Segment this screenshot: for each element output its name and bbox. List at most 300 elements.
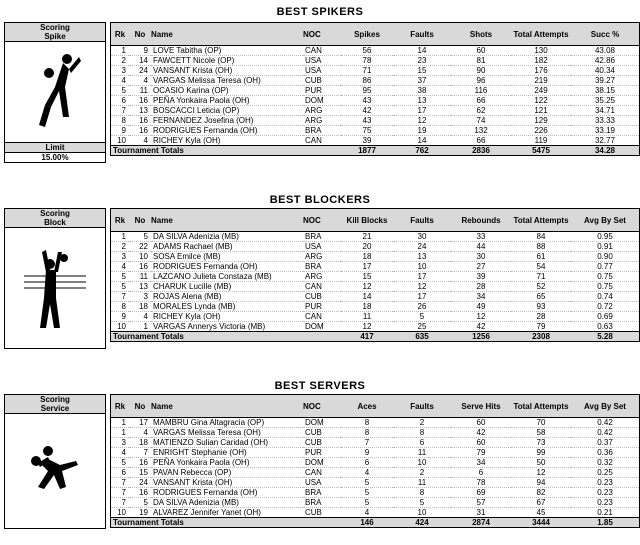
table-cell: 32.77	[571, 136, 640, 146]
table-cell: 12	[393, 116, 451, 126]
totals-value: 762	[393, 146, 451, 156]
table-cell: CAN	[303, 312, 341, 322]
table-cell: 5	[111, 282, 130, 292]
table-cell: 44	[451, 242, 511, 252]
table-cell: FAWCETT Nicole (OP)	[151, 56, 303, 66]
table-cell: RICHEY Kyla (OH)	[151, 312, 303, 322]
table-cell: 10	[393, 458, 451, 468]
table-cell: DA SILVA Adenizia (MB)	[151, 232, 303, 242]
header-total-attempts: Total Attempts	[511, 395, 571, 418]
table-cell: 71	[511, 272, 571, 282]
table-cell: RODRIGUES Fernanda (OH)	[151, 262, 303, 272]
header-faults: Faults	[393, 23, 451, 46]
table-cell: 38.15	[571, 86, 640, 96]
blockers-side-panel	[4, 208, 106, 349]
table-cell: 86	[341, 76, 393, 86]
table-cell: 6	[341, 458, 393, 468]
table-cell: CUB	[303, 292, 341, 302]
blockers-title: BEST BLOCKERS	[269, 194, 371, 206]
table-cell: 66	[451, 96, 511, 106]
table-cell: 17	[393, 292, 451, 302]
table-cell: 43	[341, 116, 393, 126]
table-row	[111, 428, 640, 438]
table-cell: 14	[129, 56, 151, 66]
table-row	[111, 252, 640, 262]
totals-value: 417	[341, 332, 393, 342]
header-aces: Aces	[341, 395, 393, 418]
table-cell: 28	[451, 282, 511, 292]
totals-value: 146	[341, 518, 393, 528]
table-cell: 3	[111, 252, 130, 262]
table-cell: 1	[129, 322, 151, 332]
table-cell: CAN	[303, 282, 341, 292]
table-cell: 33.19	[571, 126, 640, 136]
header-rk: Rk	[111, 23, 130, 46]
table-cell: 56	[341, 46, 393, 56]
table-cell: 16	[129, 96, 151, 106]
table-cell: 73	[511, 438, 571, 448]
spikers-title: BEST SPIKERS	[276, 6, 364, 18]
table-cell: 4	[111, 448, 130, 458]
table-cell: 96	[451, 76, 511, 86]
table-cell: ROJAS Alena (MB)	[151, 292, 303, 302]
table-row	[111, 232, 640, 242]
totals-value: 424	[393, 518, 451, 528]
table-cell: 18	[341, 252, 393, 262]
header-faults: Faults	[393, 395, 451, 418]
table-cell: 12	[341, 322, 393, 332]
totals-label: Tournament Totals	[111, 518, 342, 528]
table-cell: 62	[451, 106, 511, 116]
table-cell: 1	[111, 418, 130, 428]
table-cell: 34.71	[571, 106, 640, 116]
table-row	[111, 116, 640, 126]
table-cell: 8	[393, 488, 451, 498]
table-cell: 28	[511, 312, 571, 322]
totals-value: 5.28	[571, 332, 640, 342]
table-cell: 12	[511, 468, 571, 478]
table-cell: 11	[341, 312, 393, 322]
table-cell: 4	[341, 508, 393, 518]
table-cell: 5	[341, 488, 393, 498]
table-cell: 60	[451, 418, 511, 428]
table-cell: 61	[511, 252, 571, 262]
table-row	[111, 282, 640, 292]
header-total-attempts: Total Attempts	[511, 209, 571, 232]
table-row	[111, 478, 640, 488]
table-cell: 13	[393, 96, 451, 106]
header-rk: Rk	[111, 209, 130, 232]
table-cell: 0.25	[571, 468, 640, 478]
table-cell: 82	[511, 488, 571, 498]
table-cell: USA	[303, 478, 341, 488]
table-cell: CAN	[303, 46, 341, 56]
table-cell: VANSANT Krista (OH)	[151, 66, 303, 76]
table-cell: CUB	[303, 428, 341, 438]
table-cell: USA	[303, 242, 341, 252]
table-cell: 5	[393, 312, 451, 322]
table-cell: BRA	[303, 498, 341, 508]
table-cell: 16	[129, 458, 151, 468]
header-no: No	[129, 395, 151, 418]
table-cell: MATIENZO Sulian Caridad (OH)	[151, 438, 303, 448]
table-cell: 2	[393, 418, 451, 428]
table-cell: DA SILVA Adenizia (MB)	[151, 498, 303, 508]
table-cell: LOVE Tabitha (OP)	[151, 46, 303, 56]
table-cell: 90	[451, 66, 511, 76]
table-cell: 21	[341, 232, 393, 242]
table-cell: 42	[451, 322, 511, 332]
table-cell: 0.23	[571, 498, 640, 508]
table-cell: ALVAREZ Jennifer Yanet (OH)	[151, 508, 303, 518]
table-cell: 33.33	[571, 116, 640, 126]
table-cell: 17	[129, 418, 151, 428]
table-cell: 43.08	[571, 46, 640, 56]
table-cell: 0.23	[571, 488, 640, 498]
totals-label: Tournament Totals	[111, 332, 342, 342]
volleyball-block-icon	[5, 228, 106, 349]
table-cell: VANSANT Krista (OH)	[151, 478, 303, 488]
table-cell: 130	[511, 46, 571, 56]
table-cell: 39	[341, 136, 393, 146]
table-cell: 116	[451, 86, 511, 96]
table-cell: 93	[511, 302, 571, 312]
table-cell: 13	[129, 106, 151, 116]
totals-value: 5475	[511, 146, 571, 156]
table-row	[111, 262, 640, 272]
table-cell: RODRIGUES Fernanda (OH)	[151, 126, 303, 136]
table-cell: 0.63	[571, 322, 640, 332]
table-cell: BRA	[303, 232, 341, 242]
table-cell: USA	[303, 56, 341, 66]
header-name: Name	[151, 23, 303, 46]
table-cell: 12	[341, 282, 393, 292]
table-cell: 5	[129, 498, 151, 508]
table-cell: 0.32	[571, 458, 640, 468]
limit-value: 15.00%	[41, 153, 69, 162]
table-cell: 0.77	[571, 262, 640, 272]
table-cell: 121	[511, 106, 571, 116]
header-rebounds: Rebounds	[451, 209, 511, 232]
table-cell: 78	[451, 478, 511, 488]
table-cell: 78	[341, 56, 393, 66]
table-cell: 0.42	[571, 418, 640, 428]
blockers-table	[110, 208, 640, 342]
table-cell: VARGAS Annerys Victoria (MB)	[151, 322, 303, 332]
table-cell: 99	[511, 448, 571, 458]
table-cell: 4	[129, 136, 151, 146]
table-row	[111, 106, 640, 116]
table-cell: CUB	[303, 508, 341, 518]
table-cell: 8	[393, 428, 451, 438]
table-cell: 5	[129, 232, 151, 242]
table-cell: 7	[111, 478, 130, 488]
table-cell: 50	[511, 458, 571, 468]
table-cell: 65	[511, 292, 571, 302]
table-row	[111, 46, 640, 56]
table-cell: DOM	[303, 322, 341, 332]
table-cell: RICHEY Kyla (OH)	[151, 136, 303, 146]
table-cell: 0.75	[571, 272, 640, 282]
table-cell: 69	[451, 488, 511, 498]
limit-label: Limit	[5, 143, 106, 153]
table-row	[111, 66, 640, 76]
table-cell: PUR	[303, 86, 341, 96]
table-row	[111, 458, 640, 468]
header-name: Name	[151, 209, 303, 232]
table-cell: 17	[393, 106, 451, 116]
table-cell: PUR	[303, 448, 341, 458]
table-cell: PEÑA Yonkaira Paola (OH)	[151, 96, 303, 106]
table-cell: 17	[393, 272, 451, 282]
table-cell: 57	[451, 498, 511, 508]
table-cell: 40.34	[571, 66, 640, 76]
table-cell: 0.74	[571, 292, 640, 302]
totals-row	[111, 518, 640, 528]
table-cell: 37	[393, 76, 451, 86]
table-cell: 8	[111, 116, 130, 126]
table-cell: 22	[129, 242, 151, 252]
table-cell: 16	[129, 126, 151, 136]
table-cell: 0.72	[571, 302, 640, 312]
header-no: No	[129, 23, 151, 46]
table-cell: 5	[111, 86, 130, 96]
table-cell: 4	[129, 76, 151, 86]
servers-title: BEST SERVERS	[274, 380, 366, 392]
table-cell: 81	[451, 56, 511, 66]
table-cell: 58	[511, 428, 571, 438]
table-cell: 4	[111, 76, 130, 86]
table-cell: 24	[129, 66, 151, 76]
table-cell: ENRIGHT Stephanie (OH)	[151, 448, 303, 458]
table-cell: 31	[451, 508, 511, 518]
table-cell: 19	[393, 126, 451, 136]
totals-value: 1877	[341, 146, 393, 156]
table-cell: 5	[393, 498, 451, 508]
table-cell: 15	[129, 468, 151, 478]
table-cell: 119	[511, 136, 571, 146]
table-cell: 249	[511, 86, 571, 96]
table-row	[111, 508, 640, 518]
table-cell: MAMBRU Gina Altagracia (OP)	[151, 418, 303, 428]
table-cell: ARG	[303, 272, 341, 282]
table-cell: CUB	[303, 438, 341, 448]
table-cell: 24	[129, 478, 151, 488]
table-cell: 94	[511, 478, 571, 488]
table-cell: USA	[303, 66, 341, 76]
table-cell: 11	[129, 272, 151, 282]
table-row	[111, 498, 640, 508]
table-row	[111, 96, 640, 106]
table-cell: PEÑA Yonkaira Paola (OH)	[151, 458, 303, 468]
side-label-type: Service	[40, 404, 70, 413]
table-row	[111, 272, 640, 282]
volleyball-serve-icon	[5, 414, 106, 529]
table-row	[111, 322, 640, 332]
table-cell: ARG	[303, 252, 341, 262]
table-cell: 8	[341, 418, 393, 428]
table-cell: 60	[451, 438, 511, 448]
table-cell: 6	[451, 468, 511, 478]
totals-row	[111, 146, 640, 156]
table-cell: 75	[341, 126, 393, 136]
side-label-scoring: Scoring	[40, 395, 70, 404]
table-row	[111, 292, 640, 302]
table-cell: 70	[511, 418, 571, 428]
table-cell: ARG	[303, 106, 341, 116]
header-noc: NOC	[303, 209, 341, 232]
table-cell: 66	[451, 136, 511, 146]
table-cell: 34	[451, 292, 511, 302]
table-cell: 43	[341, 96, 393, 106]
table-cell: 2	[393, 468, 451, 478]
table-cell: SOSA Emilce (MB)	[151, 252, 303, 262]
table-cell: BRA	[303, 262, 341, 272]
table-cell: 30	[451, 252, 511, 262]
table-cell: 219	[511, 76, 571, 86]
table-cell: 30	[393, 232, 451, 242]
table-cell: BOSCACCI Leticia (OP)	[151, 106, 303, 116]
totals-value: 1256	[451, 332, 511, 342]
table-cell: PAVAN Rebecca (OP)	[151, 468, 303, 478]
table-cell: 33	[451, 232, 511, 242]
table-cell: 24	[393, 242, 451, 252]
table-cell: 12	[393, 282, 451, 292]
table-cell: ARG	[303, 116, 341, 126]
table-cell: 16	[129, 488, 151, 498]
table-cell: DOM	[303, 418, 341, 428]
totals-value: 34.28	[571, 146, 640, 156]
table-cell: ADAMS Rachael (MB)	[151, 242, 303, 252]
table-row	[111, 56, 640, 66]
table-cell: 88	[511, 242, 571, 252]
table-cell: 79	[511, 322, 571, 332]
totals-row	[111, 332, 640, 342]
table-cell: 52	[511, 282, 571, 292]
table-cell: 12	[451, 312, 511, 322]
table-cell: 27	[451, 262, 511, 272]
table-cell: VARGAS Melissa Teresa (OH)	[151, 76, 303, 86]
table-cell: 54	[511, 262, 571, 272]
table-cell: 0.21	[571, 508, 640, 518]
table-cell: 15	[393, 66, 451, 76]
table-row	[111, 136, 640, 146]
header-rk: Rk	[111, 395, 130, 418]
header-shots: Shots	[451, 23, 511, 46]
side-label-scoring: Scoring	[40, 209, 70, 218]
table-cell: 49	[451, 302, 511, 312]
table-cell: 8	[111, 302, 130, 312]
table-cell: 42	[341, 106, 393, 116]
table-cell: 7	[111, 106, 130, 116]
table-cell: 6	[111, 468, 130, 478]
table-cell: 5	[111, 458, 130, 468]
table-cell: 0.90	[571, 252, 640, 262]
header-no: No	[129, 209, 151, 232]
table-cell: 14	[393, 46, 451, 56]
table-row	[111, 242, 640, 252]
table-cell: 19	[129, 508, 151, 518]
table-cell: MORALES Lynda (MB)	[151, 302, 303, 312]
table-cell: 1	[111, 232, 130, 242]
header-kill-blocks: Kill Blocks	[341, 209, 393, 232]
table-row	[111, 312, 640, 322]
table-cell: 38	[393, 86, 451, 96]
table-cell: 1	[111, 428, 130, 438]
table-cell: 67	[511, 498, 571, 508]
header-name: Name	[151, 395, 303, 418]
table-cell: 11	[393, 478, 451, 488]
header-avg-by-set: Avg By Set	[571, 209, 640, 232]
table-cell: 11	[393, 448, 451, 458]
header-avg-by-set: Avg By Set	[571, 395, 640, 418]
table-cell: 42	[451, 428, 511, 438]
table-cell: 226	[511, 126, 571, 136]
table-cell: 129	[511, 116, 571, 126]
table-row	[111, 448, 640, 458]
table-cell: PUR	[303, 302, 341, 312]
table-row	[111, 86, 640, 96]
table-row	[111, 302, 640, 312]
table-cell: 0.23	[571, 478, 640, 488]
side-label-scoring: Scoring	[40, 23, 70, 32]
table-cell: 0.36	[571, 448, 640, 458]
table-cell: 4	[129, 428, 151, 438]
table-cell: 26	[393, 302, 451, 312]
servers-table	[110, 394, 640, 528]
table-cell: 18	[341, 302, 393, 312]
header-noc: NOC	[303, 395, 341, 418]
table-cell: 0.37	[571, 438, 640, 448]
table-cell: 132	[451, 126, 511, 136]
table-cell: 2	[111, 56, 130, 66]
table-row	[111, 418, 640, 428]
volleyball-spike-icon	[5, 42, 106, 143]
totals-value: 3444	[511, 518, 571, 528]
table-cell: 4	[111, 262, 130, 272]
table-cell: 35.25	[571, 96, 640, 106]
header-spikes: Spikes	[341, 23, 393, 46]
table-cell: 4	[341, 468, 393, 478]
table-cell: 1	[111, 46, 130, 56]
table-cell: 20	[341, 242, 393, 252]
table-cell: 0.95	[571, 232, 640, 242]
table-cell: 45	[511, 508, 571, 518]
table-cell: 176	[511, 66, 571, 76]
table-cell: 84	[511, 232, 571, 242]
table-cell: 9	[341, 448, 393, 458]
table-cell: 5	[341, 478, 393, 488]
table-row	[111, 468, 640, 478]
table-cell: 14	[393, 136, 451, 146]
table-cell: 14	[341, 292, 393, 302]
table-cell: 10	[111, 322, 130, 332]
servers-side-panel	[4, 394, 106, 529]
table-cell: CHARUK Lucille (MB)	[151, 282, 303, 292]
table-cell: 6	[393, 438, 451, 448]
table-cell: RODRIGUES Fernanda (OH)	[151, 488, 303, 498]
table-cell: 17	[341, 262, 393, 272]
totals-value: 2874	[451, 518, 511, 528]
table-row	[111, 488, 640, 498]
table-cell: BRA	[303, 126, 341, 136]
table-cell: 5	[111, 272, 130, 282]
table-cell: 7	[111, 498, 130, 508]
table-cell: 60	[451, 46, 511, 56]
table-cell: 71	[341, 66, 393, 76]
totals-value: 635	[393, 332, 451, 342]
table-cell: 79	[451, 448, 511, 458]
